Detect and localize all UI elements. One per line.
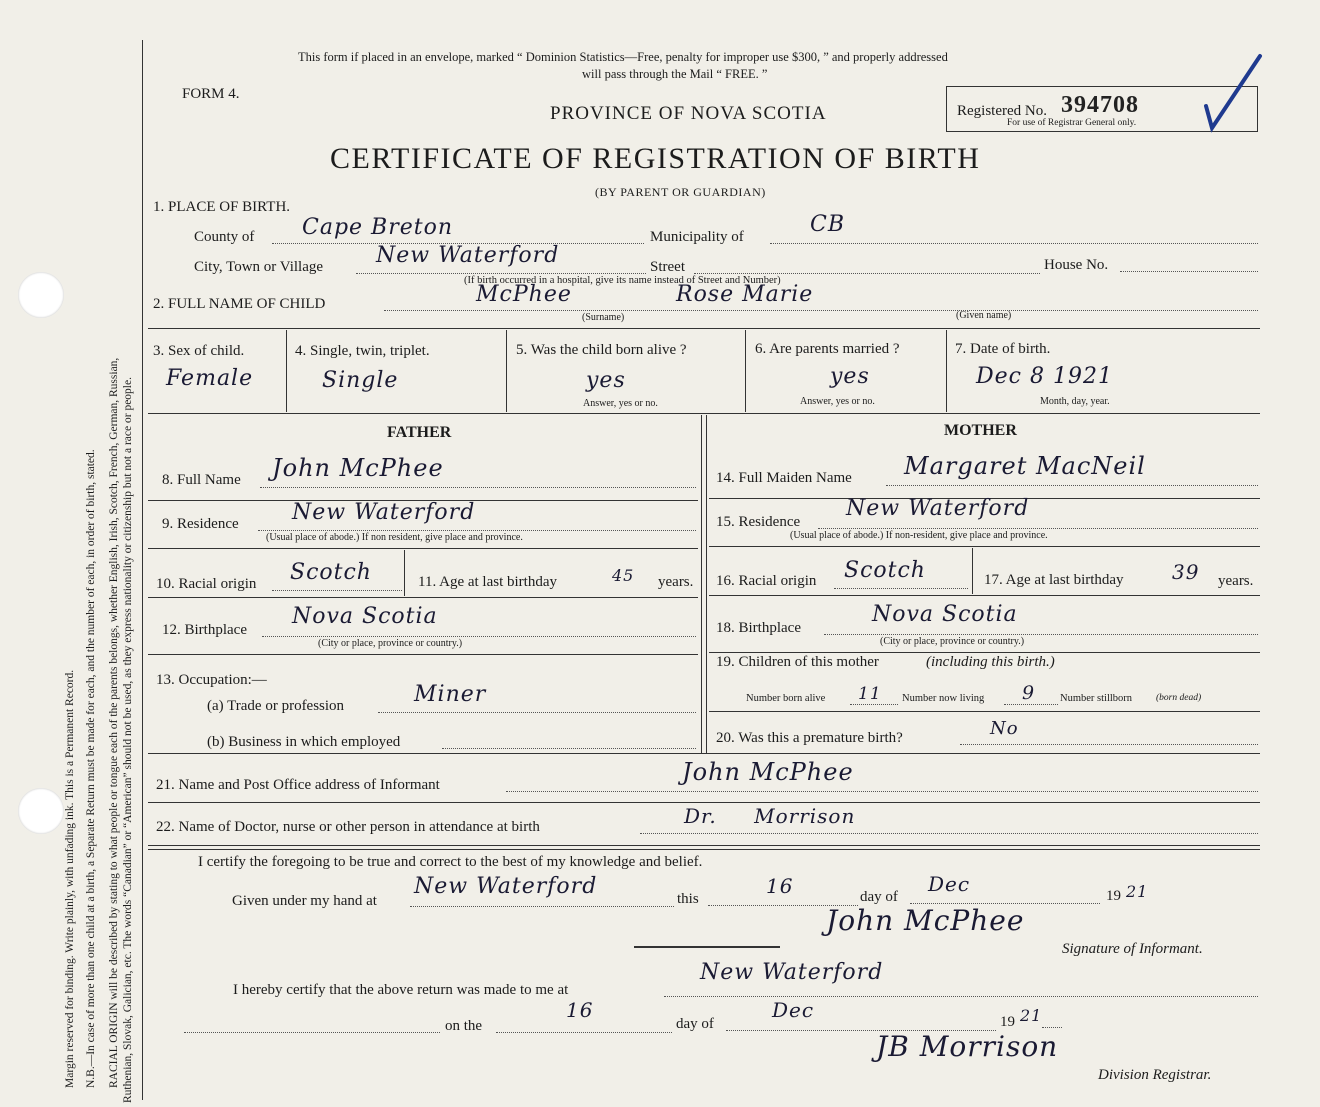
doctor-label: 22. Name of Doctor, nurse or other person in attendance at birth xyxy=(156,819,540,835)
child-surname-value: McPhee xyxy=(476,282,572,307)
registrar-statement: I hereby certify that the above return was made to me at xyxy=(233,982,569,998)
certify-statement: I certify the foregoing to be true and correct to the best of my knowledge and belief. xyxy=(198,854,703,870)
informant-signature: John McPhee xyxy=(826,904,1025,937)
father-racial-label: 10. Racial origin xyxy=(156,576,257,592)
sex-label: 3. Sex of child. xyxy=(153,343,245,359)
margin-note-multiple-births: N.B.—In case of more than one child at a birth, a Separate Return must be made for each, and the number of each, in order of birth, stated. xyxy=(85,449,97,1088)
stillborn-count-label: Number stillborn xyxy=(1060,693,1133,704)
margin-rule xyxy=(142,40,143,1100)
certificate-subtitle: (BY PARENT OR GUARDIAN) xyxy=(595,185,766,199)
informant-label: 21. Name and Post Office address of Informant xyxy=(156,777,440,793)
mother-name-label: 14. Full Maiden Name xyxy=(716,470,852,486)
mother-birthplace-caption: (City or place, province or country.) xyxy=(880,636,1025,647)
registrar-day-of-label: day of xyxy=(676,1016,714,1032)
father-racial-value: Scotch xyxy=(290,560,372,585)
father-birthplace-caption: (City or place, province or country.) xyxy=(318,638,463,649)
municipality-label: Municipality of xyxy=(650,229,744,245)
father-name-label: 8. Full Name xyxy=(162,472,241,488)
given-under-hand-label: Given under my hand at xyxy=(232,893,377,909)
house-number-label: House No. xyxy=(1044,257,1109,273)
municipality-value: CB xyxy=(810,212,845,237)
city-value: New Waterford xyxy=(376,243,560,268)
born-alive-count-label: Number born alive xyxy=(746,693,826,704)
checkmark-icon xyxy=(1198,50,1268,140)
given-place-value: New Waterford xyxy=(414,874,598,899)
informant-signature-caption: Signature of Informant. xyxy=(1062,941,1203,957)
city-label: City, Town or Village xyxy=(194,259,324,275)
certify-day-of-label: day of xyxy=(860,889,898,905)
father-birthplace-label: 12. Birthplace xyxy=(162,622,247,638)
born-alive-count-value: 11 xyxy=(858,684,882,704)
county-label: County of xyxy=(194,229,255,245)
registered-label: Registered No. xyxy=(957,103,1047,119)
registrar-note: For use of Registrar General only. xyxy=(1007,118,1137,128)
registrar-year-value: 21 xyxy=(1020,1006,1043,1025)
father-birthplace-value: Nova Scotia xyxy=(292,604,438,629)
now-living-count-label: Number now living xyxy=(902,693,985,704)
parents-married-label: 6. Are parents married ? xyxy=(755,341,900,357)
parents-married-caption: Answer, yes or no. xyxy=(800,396,875,407)
premature-value: No xyxy=(990,718,1019,739)
mother-children-label: 19. Children of this mother xyxy=(716,654,879,670)
date-of-birth-caption: Month, day, year. xyxy=(1040,396,1110,407)
mother-racial-label: 16. Racial origin xyxy=(716,573,817,589)
registrar-day-value: 16 xyxy=(566,998,594,1022)
stillborn-note: (born dead) xyxy=(1156,693,1202,703)
plurality-value: Single xyxy=(322,368,399,393)
mother-heading: MOTHER xyxy=(944,422,1017,439)
plurality-label: 4. Single, twin, triplet. xyxy=(295,343,430,359)
form-number: FORM 4. xyxy=(182,86,240,102)
born-alive-label: 5. Was the child born alive ? xyxy=(516,342,687,358)
registrar-signature: JB Morrison xyxy=(876,1030,1059,1063)
mother-residence-value: New Waterford xyxy=(846,496,1030,521)
father-age-value: 45 xyxy=(612,566,635,585)
father-age-label: 11. Age at last birthday xyxy=(418,574,557,590)
surname-caption: (Surname) xyxy=(582,312,625,323)
certify-day-value: 16 xyxy=(766,874,794,898)
certificate-title: CERTIFICATE OF REGISTRATION OF BIRTH xyxy=(330,142,981,175)
registrar-on-the-label: on the xyxy=(445,1018,483,1034)
registrar-month-value: Dec xyxy=(772,998,815,1022)
mother-residence-caption: (Usual place of abode.) If non-resident, give place and province. xyxy=(790,530,1048,541)
mother-birthplace-value: Nova Scotia xyxy=(872,602,1018,627)
mother-name-value: Margaret MacNeil xyxy=(904,452,1146,480)
given-name-caption: (Given name) xyxy=(956,310,1012,321)
certify-year-prefix: 19 xyxy=(1106,888,1121,904)
street-label: Street xyxy=(650,259,685,275)
registrar-signature-caption: Division Registrar. xyxy=(1098,1067,1212,1083)
registered-number: 394708 xyxy=(1061,92,1139,118)
now-living-count-value: 9 xyxy=(1022,682,1036,704)
margin-note-racial-origin-1: RACIAL ORIGIN will be described by stating to what people or tongue each of the parents belongs, whether English, Irish, Scotch, French, German, Russian, xyxy=(108,357,120,1088)
county-value: Cape Breton xyxy=(302,215,454,240)
father-residence-label: 9. Residence xyxy=(162,516,239,532)
parents-married-value: yes xyxy=(830,364,870,389)
date-of-birth-value: Dec 8 1921 xyxy=(976,364,1113,389)
margin-note-racial-origin-2: Ruthenian, Slovak, Galician, etc. The words “Canadian” or “American” should not be used, as they express nationality or citizenship but not a race or people. xyxy=(122,377,134,1103)
child-given-name-value: Rose Marie xyxy=(676,282,814,307)
binding-hole-bottom xyxy=(18,788,64,834)
doctor-value: Dr. Morrison xyxy=(684,804,856,828)
mother-residence-label: 15. Residence xyxy=(716,514,801,530)
mother-children-note: (including this birth.) xyxy=(926,654,1055,670)
informant-value: John McPhee xyxy=(682,758,854,786)
father-residence-value: New Waterford xyxy=(292,500,476,525)
binding-hole-top xyxy=(18,272,64,318)
certify-month-value: Dec xyxy=(928,872,971,896)
premature-label: 20. Was this a premature birth? xyxy=(716,730,903,746)
born-alive-caption: Answer, yes or no. xyxy=(583,398,658,409)
father-residence-caption: (Usual place of abode.) If non resident, give place and province. xyxy=(266,532,523,543)
mother-age-label: 17. Age at last birthday xyxy=(984,572,1124,588)
this-label: this xyxy=(677,891,699,907)
born-alive-value: yes xyxy=(586,368,626,393)
father-business-label: (b) Business in which employed xyxy=(207,734,401,750)
sex-value: Female xyxy=(166,366,254,391)
date-of-birth-label: 7. Date of birth. xyxy=(955,341,1051,357)
mail-notice-line2: will pass through the Mail “ FREE. ” xyxy=(582,67,768,81)
mother-birthplace-label: 18. Birthplace xyxy=(716,620,801,636)
father-occupation-label: 13. Occupation:— xyxy=(156,672,267,688)
mother-age-value: 39 xyxy=(1172,560,1200,584)
father-heading: FATHER xyxy=(387,424,452,441)
margin-note-binding: Margin reserved for binding. Write plainly, with unfading ink. This is a Permanent Record. xyxy=(64,669,76,1088)
father-trade-label: (a) Trade or profession xyxy=(207,698,345,714)
province-heading: PROVINCE OF NOVA SCOTIA xyxy=(550,103,827,124)
mother-years-label: years. xyxy=(1218,573,1254,589)
father-years-label: years. xyxy=(658,574,694,590)
father-trade-value: Miner xyxy=(414,682,487,707)
registrar-year-prefix: 19 xyxy=(1000,1014,1015,1030)
place-of-birth-label: 1. PLACE OF BIRTH. xyxy=(153,199,291,215)
mail-notice-line1: This form if placed in an envelope, marked “ Dominion Statistics—Free, penalty for improper use $300, ” and properly addressed xyxy=(298,50,948,64)
mother-racial-value: Scotch xyxy=(844,558,926,583)
child-name-label: 2. FULL NAME OF CHILD xyxy=(153,296,326,312)
certify-year-value: 21 xyxy=(1126,882,1149,901)
hospital-note: (If birth occurred in a hospital, give its name instead of Street and Number) xyxy=(464,275,781,286)
father-name-value: John McPhee xyxy=(272,454,444,482)
registrar-place-value: New Waterford xyxy=(700,960,884,985)
